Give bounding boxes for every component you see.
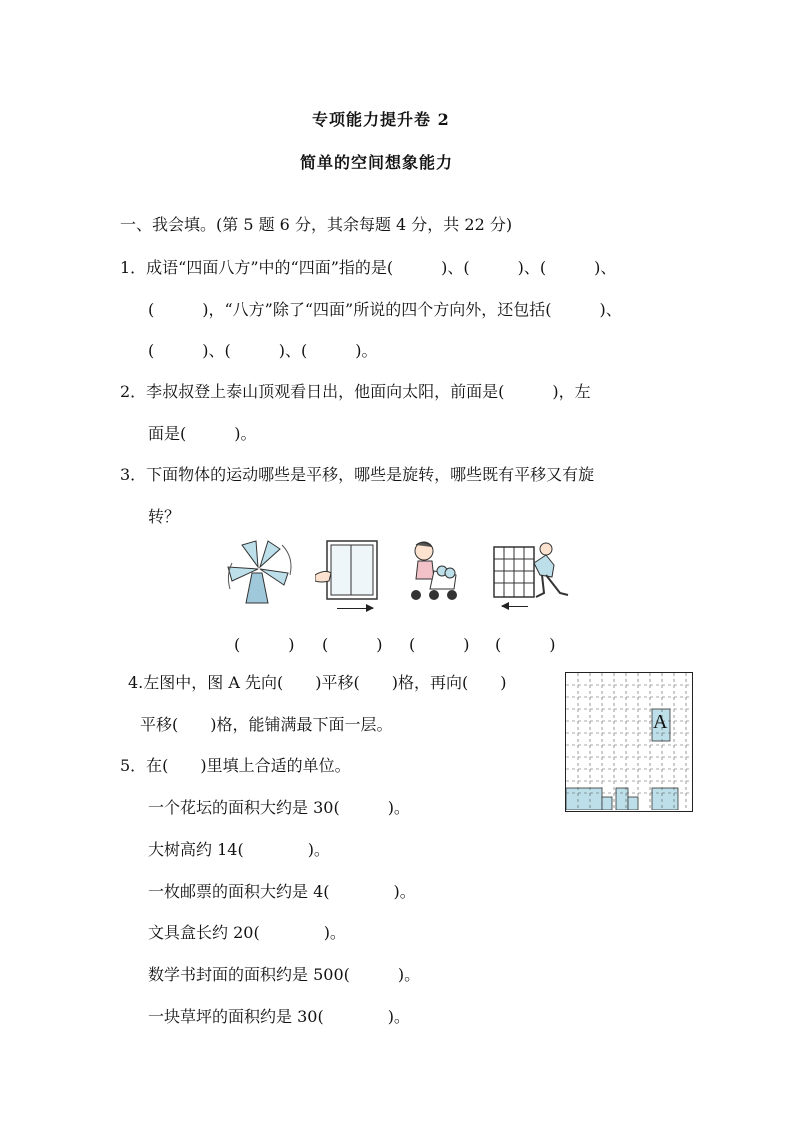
q5-item-4: 文具盒长约 20( )。: [148, 923, 346, 942]
q3-answer-2[interactable]: ( ): [322, 635, 383, 654]
left-arrow-icon: [502, 606, 528, 607]
page-title: 专项能力提升卷 2: [312, 110, 450, 129]
bottom-piece: [602, 797, 612, 810]
bottom-piece: [628, 797, 638, 810]
q3-answer-1[interactable]: ( ): [234, 635, 295, 654]
windmill-blade: [260, 541, 280, 567]
grid-svg: [566, 673, 691, 810]
q1-line-1: 1．成语“四面八方”中的“四面”指的是( )、( )、( )、: [120, 258, 617, 277]
q5-item-6: 一块草坪的面积约是 30( )。: [148, 1007, 410, 1026]
windmill-illustration: [222, 537, 298, 609]
sliding-window-illustration: [315, 539, 385, 603]
q5-item-5: 数学书封面的面积约是 500( )。: [148, 965, 421, 984]
q5-line-1: 5．在( )里填上合适的单位。: [120, 756, 351, 775]
right-arrow-icon: [337, 608, 373, 609]
q3-line-2: 转？: [148, 507, 181, 526]
q3-line-1: 3．下面物体的运动哪些是平移，哪些是旋转，哪些既有平移又有旋: [120, 465, 595, 484]
man-pushing-box-illustration: [490, 541, 580, 601]
bottom-piece: [566, 788, 602, 810]
shape-a-label: A: [653, 711, 668, 733]
windmill-tower: [246, 573, 268, 603]
section-heading: 一、我会填。(第 5 题 6 分，其余每题 4 分，共 22 分): [120, 215, 513, 234]
q4-line-1: 4.左图中，图 A 先向( )平移( )格，再向( ): [128, 673, 507, 692]
q5-item-3: 一枚邮票的面积大约是 4( )。: [148, 882, 416, 901]
tiling-grid: [565, 672, 693, 812]
q1-line-2: ( )，“八方”除了“四面”所说的四个方向外，还包括( )、: [148, 300, 622, 319]
q5-item-2: 大树高约 14( )。: [148, 840, 330, 859]
q3-answer-3[interactable]: ( ): [409, 635, 470, 654]
page-subtitle: 简单的空间想象能力: [300, 153, 454, 172]
q4-line-2: 平移( )格，能铺满最下面一层。: [140, 715, 393, 734]
q5-item-1: 一个花坛的面积大约是 30( )。: [148, 798, 410, 817]
child-cart-illustration: [404, 541, 464, 603]
q2-line-2: 面是( )。: [148, 424, 257, 443]
q2-line-1: 2．李叔叔登上泰山顶观看日出，他面向太阳，前面是( )，左: [120, 382, 591, 401]
q1-line-3: ( )、( )、( )。: [148, 341, 378, 360]
q3-answer-4[interactable]: ( ): [495, 635, 556, 654]
windmill-blade: [242, 541, 258, 567]
